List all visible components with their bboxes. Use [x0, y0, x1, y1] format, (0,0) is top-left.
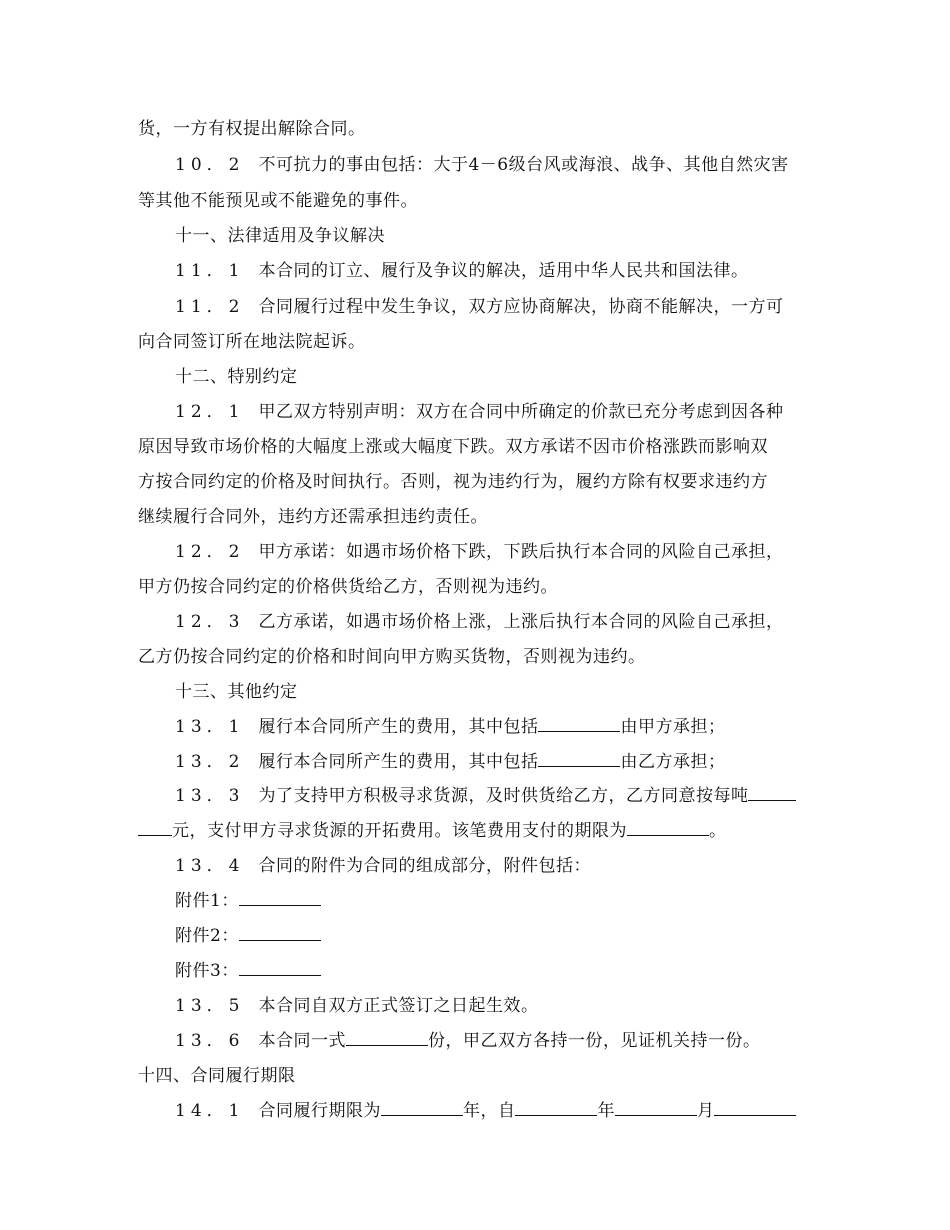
text-line — [138, 465, 818, 499]
clause-number: 14．1 — [175, 1101, 245, 1121]
clause-13-6 — [175, 1024, 820, 1058]
paragraph-text: 履行本合同所产生的费用，其中包括 — [258, 717, 539, 737]
clause-10-2 — [175, 148, 820, 182]
paragraph-text: 合同履行过程中发生争议，双方应协商解决，协商不能解决，一方可 — [258, 297, 784, 317]
paragraph-text: 等其他不能预见或不能避免的事件。 — [138, 191, 418, 211]
paragraph-text: 由甲方承担； — [620, 717, 726, 737]
attachment-1 — [175, 884, 820, 918]
clause-13-5 — [175, 989, 820, 1023]
clause-number: 11．2 — [175, 297, 245, 317]
paragraph-text: 合同履行期限为 — [258, 1101, 381, 1121]
paragraph-text: 方按合同约定的价格及时间执行。否则，视为违约行为，履约方除有权要求违约方 — [138, 472, 768, 492]
blank-field[interactable] — [615, 1095, 697, 1116]
text-line — [138, 184, 818, 218]
blank-field[interactable] — [239, 955, 321, 976]
paragraph-text: 为了支持甲方积极寻求货源，及时供货给乙方，乙方同意按每吨 — [258, 786, 749, 806]
blank-field[interactable] — [239, 885, 321, 906]
clause-14-1 — [175, 1094, 820, 1128]
section-heading-12 — [175, 360, 820, 394]
section-heading-14 — [138, 1059, 818, 1093]
clause-number: 13．1 — [175, 717, 245, 737]
paragraph-text: 本合同自双方正式签订之日起生效。 — [258, 996, 539, 1016]
paragraph-text: 合同的附件为合同的组成部分，附件包括： — [258, 856, 591, 876]
clause-number: 12．3 — [175, 612, 245, 632]
text-line — [138, 500, 818, 534]
clause-number: 13．4 — [175, 856, 245, 876]
text-line — [138, 112, 818, 146]
clause-13-2 — [175, 745, 820, 779]
paragraph-text: 不可抗力的事由包括：大于4－6级台风或海浪、战争、其他自然灾害 — [258, 155, 789, 175]
section-heading: 十三、其他约定 — [175, 682, 298, 702]
attachment-2 — [175, 919, 820, 953]
blank-field[interactable] — [538, 746, 620, 767]
paragraph-text: 乙方承诺，如遇市场价格上涨，上涨后执行本合同的风险自己承担， — [258, 612, 784, 632]
clause-number: 13．6 — [175, 1031, 245, 1051]
clause-13-3 — [175, 779, 820, 813]
paragraph-text: 货，一方有权提出解除合同。 — [138, 119, 366, 139]
clause-number: 10．2 — [175, 155, 245, 175]
clause-13-1 — [175, 710, 820, 744]
blank-field[interactable] — [748, 780, 796, 801]
paragraph-text: 月 — [696, 1101, 715, 1121]
paragraph-text: 本合同的订立、履行及争议的解决，适用中华人民共和国法律。 — [258, 261, 749, 281]
paragraph-text: 甲乙双方特别声明：双方在合同中所确定的价款已充分考虑到因各种 — [258, 402, 784, 422]
blank-field[interactable] — [138, 815, 172, 836]
text-line — [138, 430, 818, 464]
paragraph-text: 份，甲乙双方各持一份，见证机关持一份。 — [427, 1031, 761, 1051]
clause-number: 12．1 — [175, 402, 245, 422]
paragraph-text: 年，自 — [462, 1101, 516, 1121]
clause-12-3 — [175, 605, 820, 639]
attachment-label: 附件2： — [175, 926, 239, 946]
paragraph-text: 本合同一式 — [258, 1031, 346, 1051]
text-line — [138, 814, 818, 848]
paragraph-text: 甲方承诺：如遇市场价格下跌，下跌后执行本合同的风险自己承担， — [258, 542, 784, 562]
blank-field[interactable] — [538, 711, 620, 732]
clause-number: 13．5 — [175, 996, 245, 1016]
text-line — [138, 570, 818, 604]
clause-11-2 — [175, 290, 820, 324]
section-heading-11 — [175, 219, 820, 253]
blank-field[interactable] — [346, 1025, 428, 1046]
attachment-label: 附件3： — [175, 961, 239, 981]
blank-field[interactable] — [381, 1095, 463, 1116]
paragraph-text: 乙方仍按合同约定的价格和时间向甲方购买货物，否则视为违约。 — [138, 647, 646, 667]
clause-number: 12．2 — [175, 542, 245, 562]
clause-12-2 — [175, 535, 820, 569]
paragraph-text: 。 — [709, 821, 727, 841]
text-line — [138, 325, 818, 359]
blank-field[interactable] — [239, 920, 321, 941]
section-heading: 十二、特别约定 — [175, 367, 298, 387]
clause-12-1 — [175, 395, 820, 429]
paragraph-text: 原因导致市场价格的大幅度上涨或大幅度下跌。双方承诺不因市价格涨跌而影响双 — [138, 437, 768, 457]
paragraph-text: 继续履行合同外，违约方还需承担违约责任。 — [138, 507, 488, 527]
paragraph-text: 向合同签订所在地法院起诉。 — [138, 332, 366, 352]
paragraph-text: 履行本合同所产生的费用，其中包括 — [258, 752, 539, 772]
clause-11-1 — [175, 254, 820, 288]
clause-number: 13．2 — [175, 752, 245, 772]
blank-field[interactable] — [515, 1095, 597, 1116]
clause-number: 11．1 — [175, 261, 245, 281]
paragraph-text: 元，支付甲方寻求货源的开拓费用。该笔费用支付的期限为 — [172, 821, 627, 841]
paragraph-text: 由乙方承担； — [620, 752, 726, 772]
section-heading: 十四、合同履行期限 — [138, 1066, 296, 1086]
text-line — [138, 640, 818, 674]
section-heading: 十一、法律适用及争议解决 — [175, 226, 385, 246]
section-heading-13 — [175, 675, 820, 709]
attachment-3 — [175, 954, 820, 988]
attachment-label: 附件1： — [175, 891, 239, 911]
paragraph-text: 年 — [597, 1101, 615, 1121]
blank-field[interactable] — [714, 1095, 796, 1116]
paragraph-text: 甲方仍按合同约定的价格供货给乙方，否则视为违约。 — [138, 577, 558, 597]
blank-field[interactable] — [627, 815, 709, 836]
clause-13-4 — [175, 849, 820, 883]
clause-number: 13．3 — [175, 786, 245, 806]
